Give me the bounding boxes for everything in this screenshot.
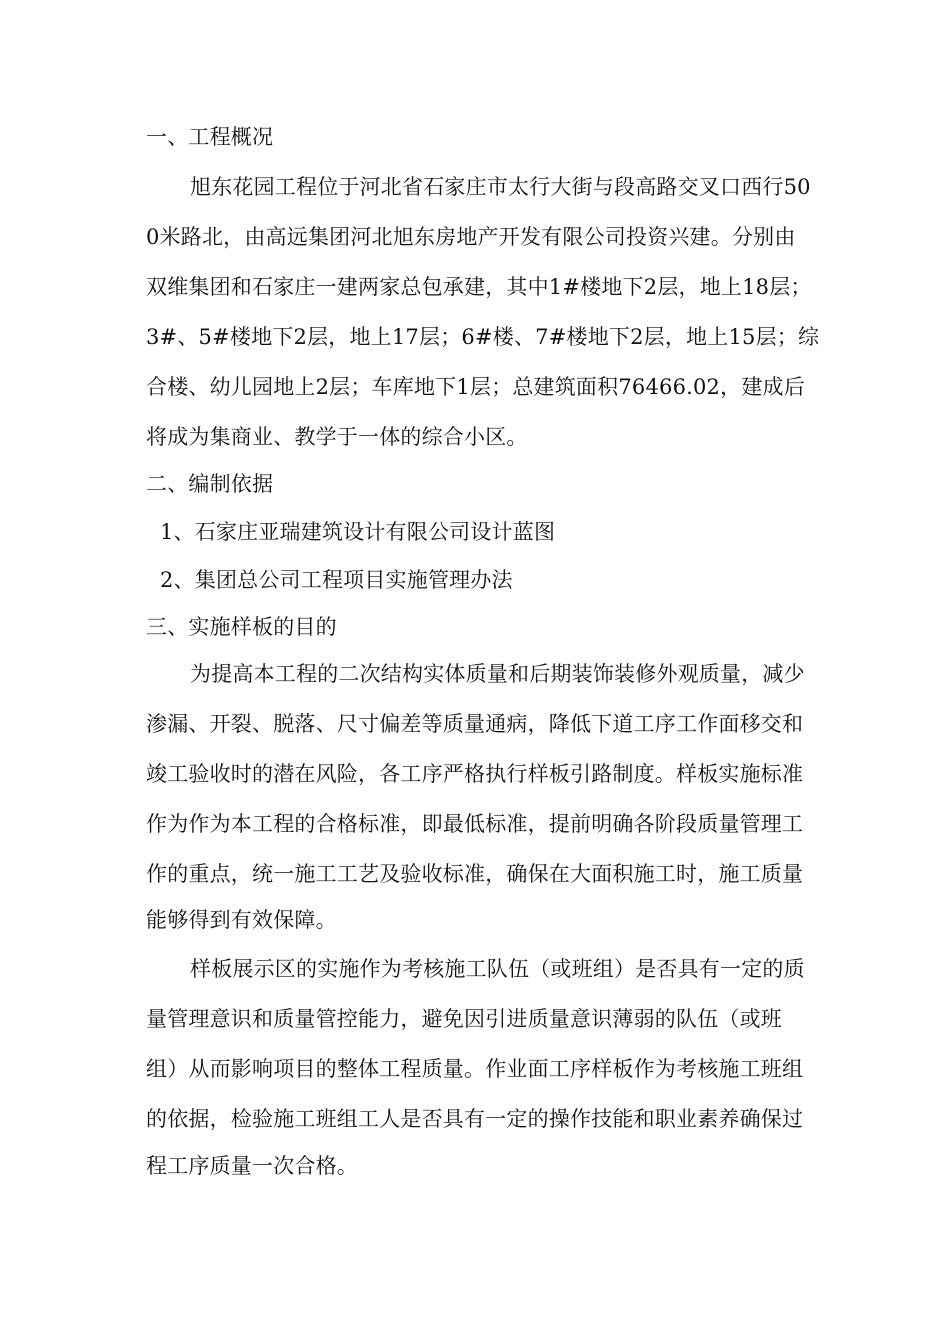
heading-compilation-basis: 二、编制依据 <box>146 472 274 496</box>
purpose-paragraph-line: 作的重点，统一施工工艺及验收标准，确保在大面积施工时，施工质量 <box>146 862 804 886</box>
purpose-paragraph-line: 量管理意识和质量管控能力，避免因引进质量意识薄弱的队伍（或班 <box>146 1007 782 1031</box>
purpose-paragraph-line: 渗漏、开裂、脱落、尺寸偏差等质量通病，降低下道工序工作面移交和 <box>146 712 804 736</box>
overview-paragraph-line: 3#、5#楼地下2层，地上17层；6#楼、7#楼地下2层，地上15层；综 <box>146 325 820 349</box>
purpose-paragraph-line: 作为作为本工程的合格标准，即最低标准，提前明确各阶段质量管理工 <box>146 812 804 836</box>
overview-paragraph-line: 合楼、幼儿园地上2层；车库地下1层；总建筑面积76466.02，建成后 <box>146 375 805 399</box>
purpose-paragraph-line: 程工序质量一次合格。 <box>146 1154 358 1178</box>
basis-list-item: 2、集团总公司工程项目实施管理办法 <box>160 568 513 592</box>
purpose-paragraph-line: 竣工验收时的潜在风险，各工序严格执行样板引路制度。样板实施标准 <box>146 762 804 786</box>
overview-paragraph-line: 旭东花园工程位于河北省石家庄市太行大街与段高路交叉口西行50 <box>190 175 811 199</box>
basis-list-item: 1、石家庄亚瑞建筑设计有限公司设计蓝图 <box>160 520 556 544</box>
overview-paragraph-line: 将成为集商业、教学于一体的综合小区。 <box>146 425 528 449</box>
heading-project-overview: 一、工程概况 <box>146 125 274 149</box>
overview-paragraph-line: 0米路北，由高远集团河北旭东房地产开发有限公司投资兴建。分别由 <box>146 225 796 249</box>
purpose-paragraph-line: 能够得到有效保障。 <box>146 908 337 932</box>
purpose-paragraph-line: 组）从而影响项目的整体工程质量。作业面工序样板作为考核施工班组 <box>146 1057 804 1081</box>
purpose-paragraph-line: 为提高本工程的二次结构实体质量和后期装饰装修外观质量，减少 <box>190 662 805 686</box>
heading-sample-purpose: 三、实施样板的目的 <box>146 615 337 639</box>
purpose-paragraph-line: 的依据，检验施工班组工人是否具有一定的操作技能和职业素养确保过 <box>146 1107 804 1131</box>
overview-paragraph-line: 双维集团和石家庄一建两家总包承建，其中1#楼地下2层，地上18层； <box>146 275 812 299</box>
purpose-paragraph-line: 样板展示区的实施作为考核施工队伍（或班组）是否具有一定的质 <box>190 957 805 981</box>
